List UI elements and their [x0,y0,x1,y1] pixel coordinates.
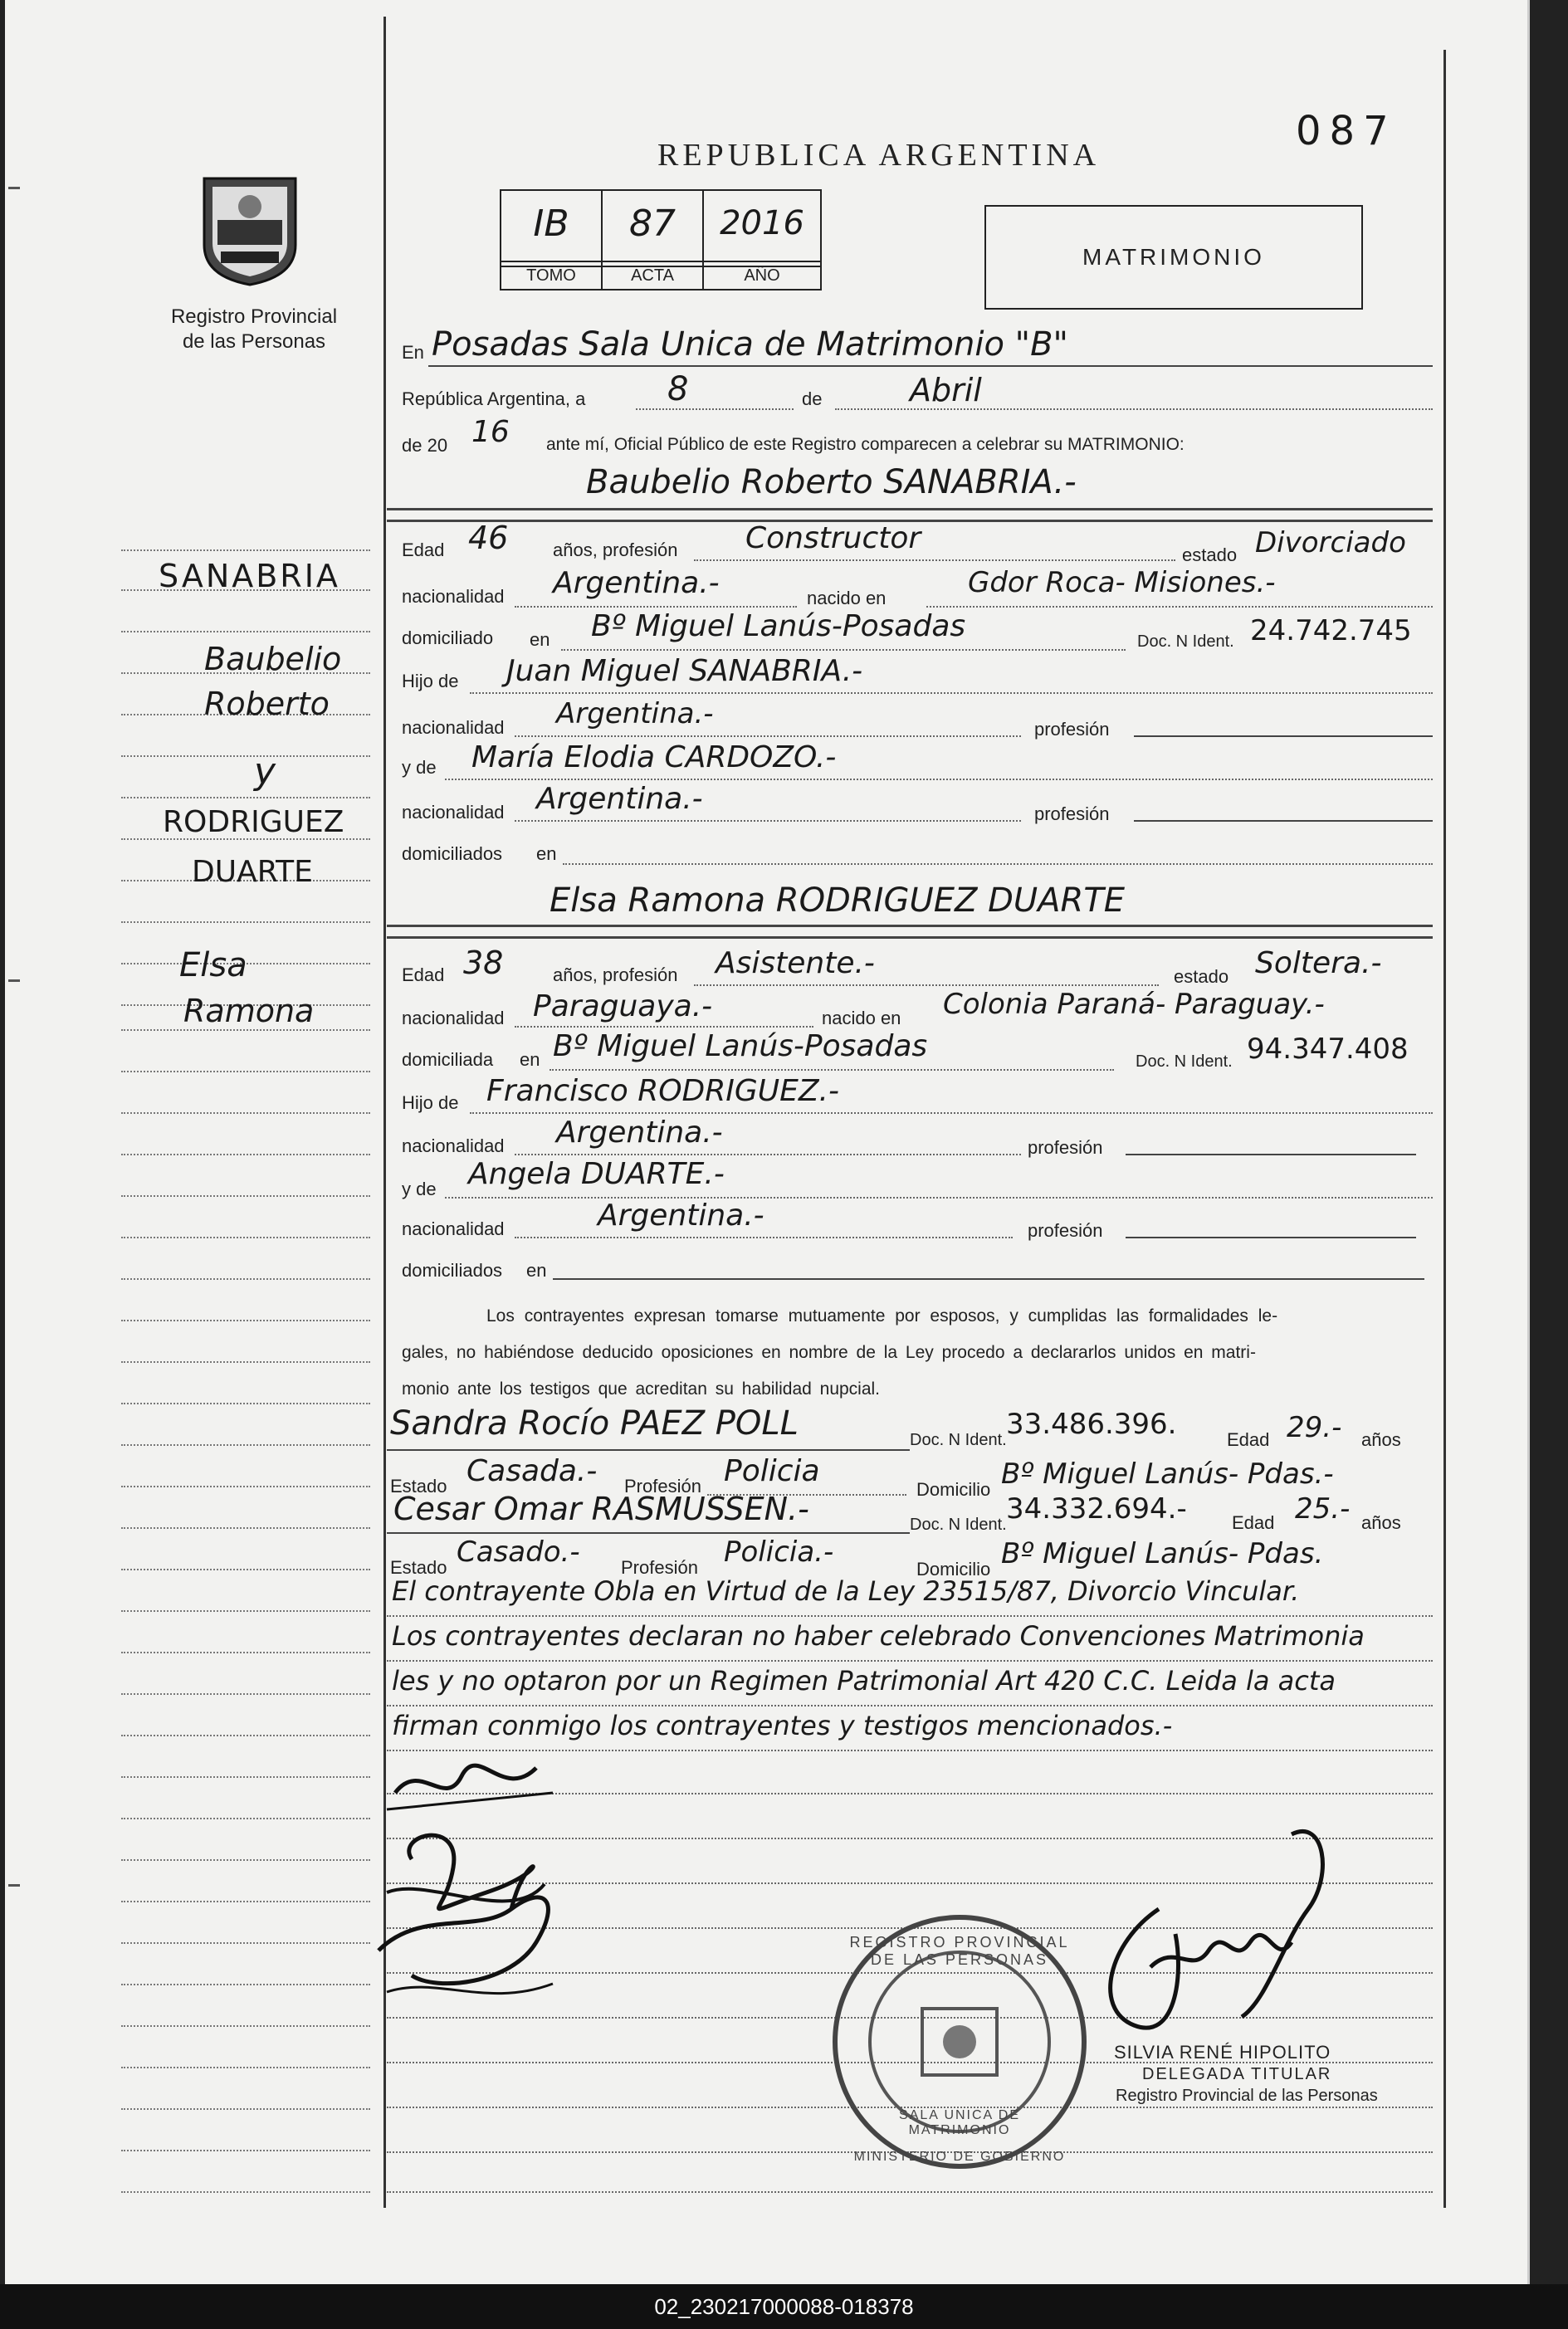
provincial-seal-icon [198,170,302,286]
bride-domiciliada-label: domiciliada [402,1049,494,1070]
anio-label: AÑO [702,261,822,291]
groom-father-nat-label: nacionalidad [402,717,505,738]
declaration-line2: gales, no habiéndose deducido oposiciones en nombre de la Ley procedo a declararlos unidos en matri- [402,1343,1256,1362]
bride-doc-label: Doc. N Ident. [1136,1052,1233,1071]
groom-doc-number: 24.742.745 [1250,614,1412,647]
declaration-line1: Los contrayentes expresan tomarse mutuamente por esposos, y cumplidas las formalidades le- [486,1306,1278,1326]
groom-parents-en-label: en [536,843,557,864]
bride-full-name: Elsa Ramona RODRIGUEZ DUARTE [550,881,1126,920]
tomo-label: TOMO [500,261,603,291]
intro-month: Abril [910,372,982,408]
bride-nacido-label: nacido en [822,1008,901,1028]
registry-name-line2: de las Personas [182,330,326,353]
bride-parents-en-label: en [526,1260,547,1281]
bride-edad-label: Edad [402,964,445,985]
groom-nationality-label: nacionalidad [402,586,505,607]
groom-civil-status: Divorciado [1255,526,1406,559]
witness1-profesion-label: Profesión [624,1476,701,1497]
margin-bride-given2: Ramona [183,993,315,1029]
right-border [1443,50,1446,2208]
witness2-doc-number: 34.332.694.- [1006,1492,1187,1526]
bride-yde-label: y de [402,1179,437,1199]
intro-statement: ante mí, Oficial Público de este Registro comparecen a celebrar su MATRIMONIO: [546,435,1185,454]
groom-domiciliado-label: domiciliado [402,627,494,648]
intro-place: Posadas Sala Unica de Matrimonio "B" [432,325,1068,364]
document-page [5,0,1530,2284]
groom-mother-prof-label: profesión [1034,803,1110,824]
margin-conjunction: y [254,750,276,793]
bride-father-prof-label: profesión [1028,1137,1103,1158]
acta-value: 87 [629,203,676,245]
groom-estado-label: estado [1182,544,1238,565]
margin-bride-surname1: RODRIGUEZ [163,805,344,839]
groom-full-name: Baubelio Roberto SANABRIA.- [586,463,1077,501]
bride-father: Francisco RODRIGUEZ.- [486,1074,839,1108]
groom-birthplace: Gdor Roca- Misiones.- [968,566,1276,599]
tomo-cell [500,189,603,267]
bride-nationality-label: nacionalidad [402,1008,505,1028]
groom-address: Bº Miguel Lanús-Posadas [591,609,966,643]
binding-mark [8,979,20,982]
act-type-box [984,205,1363,310]
witness2-address: Bº Miguel Lanús- Pdas. [1001,1537,1324,1570]
witness2-profesion-label: Profesión [621,1557,698,1578]
witness1-anios-label: años [1361,1429,1401,1450]
intro-day: 8 [667,370,689,408]
act-type: MATRIMONIO [1082,244,1265,270]
witness2-estado-label: Estado [390,1557,447,1578]
bride-estado-label: estado [1174,966,1229,987]
groom-mother-nat-label: nacionalidad [402,802,505,823]
declaration-line3: monio ante los testigos que acreditan su habilidad nupcial. [402,1379,881,1399]
bride-civil-status: Soltera.- [1255,946,1382,980]
tomo-value: IB [533,203,569,245]
bride-mother-nationality: Argentina.- [598,1199,764,1233]
witness1-edad-label: Edad [1227,1429,1270,1450]
notes-line1: El contrayente Obla en Virtud de la Ley 23515/87, Divorcio Vincular. [392,1575,1300,1607]
witness1-civil-status: Casada.- [466,1454,598,1488]
seal-bottom-text: MINISTERIO DE GOBIERNO [853,2150,1066,2164]
witness2-edad-label: Edad [1232,1512,1275,1533]
groom-hijo-label: Hijo de [402,671,459,691]
witness1-estado-label: Estado [390,1476,447,1497]
groom-yde-label: y de [402,757,437,778]
groom-anios-profesion-label: años, profesión [553,540,678,560]
margin-groom-given1: Baubelio [204,641,342,677]
acta-label: ACTA [601,261,704,291]
witness1-domicilio-label: Domicilio [916,1479,991,1500]
anio-cell [702,189,822,267]
bride-birthplace: Colonia Paraná- Paraguay.- [943,988,1325,1021]
witness1-profession: Policia [724,1454,820,1488]
groom-profession: Constructor [745,521,921,555]
notes-line3: les y no optaron por un Regimen Patrimonial Art 420 C.C. Leida la acta [392,1665,1336,1697]
witness2-civil-status: Casado.- [457,1536,580,1569]
margin-groom-given2: Roberto [204,686,330,722]
margin-bride-given1: Elsa [179,946,247,984]
groom-father-prof-label: profesión [1034,719,1110,740]
contracting-parties-signatures [362,1743,578,2042]
groom-father-nationality: Argentina.- [556,697,714,730]
witness1-name: Sandra Rocío PAEZ POLL [390,1404,799,1443]
groom-nationality: Argentina.- [553,566,720,600]
bride-nationality: Paraguaya.- [533,989,713,1023]
notes-line4: firman conmigo los contrayentes y testigos mencionados.- [392,1710,1173,1741]
intro-de-label: de [802,388,823,409]
witness1-doc-label: Doc. N Ident. [910,1431,1007,1449]
groom-parents-dom-label: domiciliados [402,843,503,864]
groom-nacido-label: nacido en [807,588,887,608]
acta-cell [601,189,704,267]
groom-mother: María Elodia CARDOZO.- [471,740,837,774]
bride-address: Bº Miguel Lanús-Posadas [553,1029,928,1063]
notes-line2: Los contrayentes declaran no haber celebrado Convenciones Matrimonia [392,1620,1365,1652]
official-title: DELEGADA TITULAR [1142,2065,1332,2083]
groom-mother-nationality: Argentina.- [536,782,703,816]
bride-profession: Asistente.- [716,946,875,980]
country-title: REPUBLICA ARGENTINA [657,138,1101,173]
registry-name [121,305,387,354]
bride-mother-nat-label: nacionalidad [402,1218,505,1239]
bride-parents-dom-label: domiciliados [402,1260,503,1281]
margin-bride-surname2: DUARTE [192,855,313,889]
registry-logo [198,170,302,286]
intro-en-label: En [402,342,424,363]
bride-father-nat-label: nacionalidad [402,1135,505,1156]
registry-name-line1: Registro Provincial [170,305,338,328]
margin-groom-surname: SANABRIA [159,558,340,594]
bride-doc-number: 94.347.408 [1247,1033,1409,1066]
bride-hijo-label: Hijo de [402,1092,459,1113]
witness1-age: 29.- [1287,1411,1342,1444]
scan-footer-id: 02_230217000088-018378 [0,2284,1568,2329]
seal-outer-text: REGISTRO PROVINCIAL DE LAS PERSONAS [849,1934,1070,1968]
witness2-name: Cesar Omar RASMUSSEN.- [393,1491,809,1527]
groom-doc-label: Doc. N Ident. [1137,632,1234,651]
groom-age: 46 [468,520,509,556]
official-name: SILVIA RENÉ HIPOLITO [1114,2042,1331,2063]
republica-label: República Argentina, a [402,388,586,409]
witness2-doc-label: Doc. N Ident. [910,1516,1007,1534]
bride-mother-prof-label: profesión [1028,1220,1103,1241]
official-office: Registro Provincial de las Personas [1116,2087,1378,2105]
binding-mark [8,1884,20,1887]
year-prefix: de 20 [402,435,448,456]
witness1-doc-number: 33.486.396. [1006,1408,1177,1441]
bride-en-label: en [520,1049,540,1070]
anio-value: 2016 [720,204,804,242]
bride-age: 38 [463,945,504,981]
seal-inner-text: SALA UNICA DE MATRIMONIO [898,2108,1021,2137]
bride-mother: Angela DUARTE.- [468,1157,725,1191]
binding-mark [8,187,20,189]
official-signature [1059,1809,1358,2050]
witness2-age: 25.- [1295,1492,1351,1526]
witness2-anios-label: años [1361,1512,1401,1533]
witness2-profession: Policia.- [724,1536,834,1569]
year-suffix: 16 [471,415,510,449]
witness2-domicilio-label: Domicilio [916,1559,991,1580]
witness1-address: Bº Miguel Lanús- Pdas.- [1001,1457,1334,1491]
groom-en-label: en [530,629,550,650]
groom-father: Juan Miguel SANABRIA.- [506,654,863,688]
groom-edad-label: Edad [402,540,445,560]
bride-anios-profesion-label: años, profesión [553,964,678,985]
page-number: 087 [1296,108,1397,154]
bride-father-nationality: Argentina.- [556,1116,723,1150]
